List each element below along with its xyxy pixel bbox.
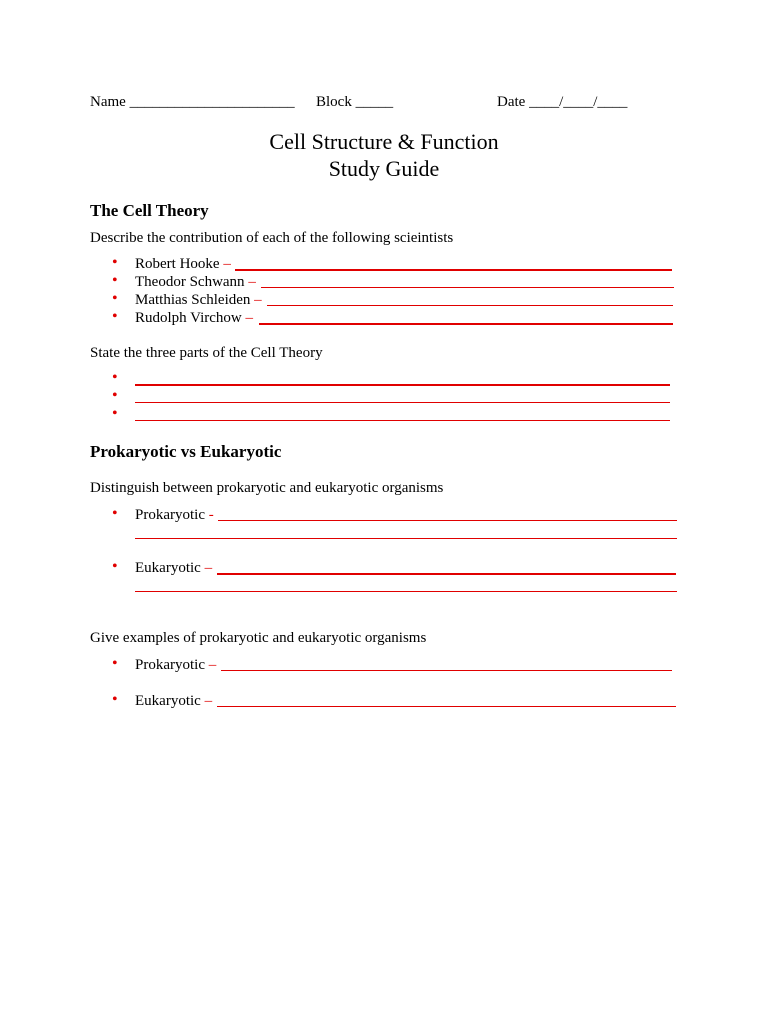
answer-line[interactable]	[135, 538, 677, 539]
distinguish-item	[112, 559, 682, 577]
bullet-icon: •	[112, 308, 118, 325]
example-item	[112, 656, 682, 674]
answer-line[interactable]	[135, 591, 677, 592]
bullet-icon: •	[112, 387, 118, 404]
bullet-icon: •	[112, 272, 118, 289]
example-item	[112, 692, 682, 710]
answer-line[interactable]	[261, 287, 674, 288]
answer-line[interactable]	[135, 420, 670, 421]
dash: –	[204, 693, 213, 709]
dash: –	[245, 310, 253, 326]
dash: –	[223, 256, 231, 272]
scientist-name: Robert Hooke	[135, 256, 220, 272]
organism-label: Prokaryotic	[135, 657, 205, 673]
date-field[interactable]: Date ____/____/____	[497, 94, 628, 110]
answer-line[interactable]	[135, 402, 670, 403]
answer-line[interactable]	[259, 323, 673, 325]
scientist-item	[112, 291, 682, 309]
distinguish-prompt: Distinguish between prokaryotic and eukaryotic organisms	[90, 480, 444, 496]
bullet-icon: •	[112, 290, 118, 307]
cell-theory-part-item	[112, 370, 682, 388]
answer-line[interactable]	[235, 269, 672, 271]
dash: –	[254, 292, 262, 308]
cell-theory-part-item	[112, 406, 682, 424]
answer-line[interactable]	[221, 670, 672, 671]
scientist-item	[112, 273, 682, 291]
answer-line[interactable]	[217, 573, 676, 575]
cell-theory-part-item	[112, 388, 682, 406]
organism-label: Eukaryotic	[135, 560, 201, 576]
dash: -	[208, 507, 214, 523]
answer-line[interactable]	[135, 384, 670, 386]
scientist-name: Matthias Schleiden	[135, 292, 251, 308]
block-field[interactable]: Block _____	[316, 94, 394, 110]
answer-line[interactable]	[217, 706, 676, 707]
page-title: Cell Structure & Function	[269, 129, 499, 154]
bullet-icon: •	[112, 655, 118, 672]
bullet-icon: •	[112, 369, 118, 386]
examples-prompt: Give examples of prokaryotic and eukaryotic organisms	[90, 630, 427, 646]
scientist-item	[112, 309, 682, 327]
scientist-name: Theodor Schwann	[135, 274, 245, 290]
name-field[interactable]: Name ______________________	[90, 94, 295, 110]
dash: –	[248, 274, 256, 290]
section-heading-prok-euk: Prokaryotic vs Eukaryotic	[90, 442, 282, 461]
bullet-icon: •	[112, 558, 118, 575]
organism-label: Prokaryotic	[135, 507, 205, 523]
distinguish-item	[112, 506, 682, 524]
bullet-icon: •	[112, 254, 118, 271]
scientists-prompt: Describe the contribution of each of the following scieintists	[90, 230, 454, 246]
bullet-icon: •	[112, 691, 118, 708]
cell-theory-parts-prompt: State the three parts of the Cell Theory	[90, 345, 323, 361]
section-heading-cell-theory: The Cell Theory	[90, 201, 209, 220]
scientist-item	[112, 255, 682, 273]
dash: –	[208, 657, 217, 673]
page-subtitle: Study Guide	[328, 156, 440, 181]
dash: –	[204, 560, 213, 576]
bullet-icon: •	[112, 405, 118, 422]
answer-line[interactable]	[267, 305, 673, 306]
organism-label: Eukaryotic	[135, 693, 201, 709]
bullet-icon: •	[112, 505, 118, 522]
scientist-name: Rudolph Virchow	[135, 310, 242, 326]
answer-line[interactable]	[218, 520, 677, 521]
